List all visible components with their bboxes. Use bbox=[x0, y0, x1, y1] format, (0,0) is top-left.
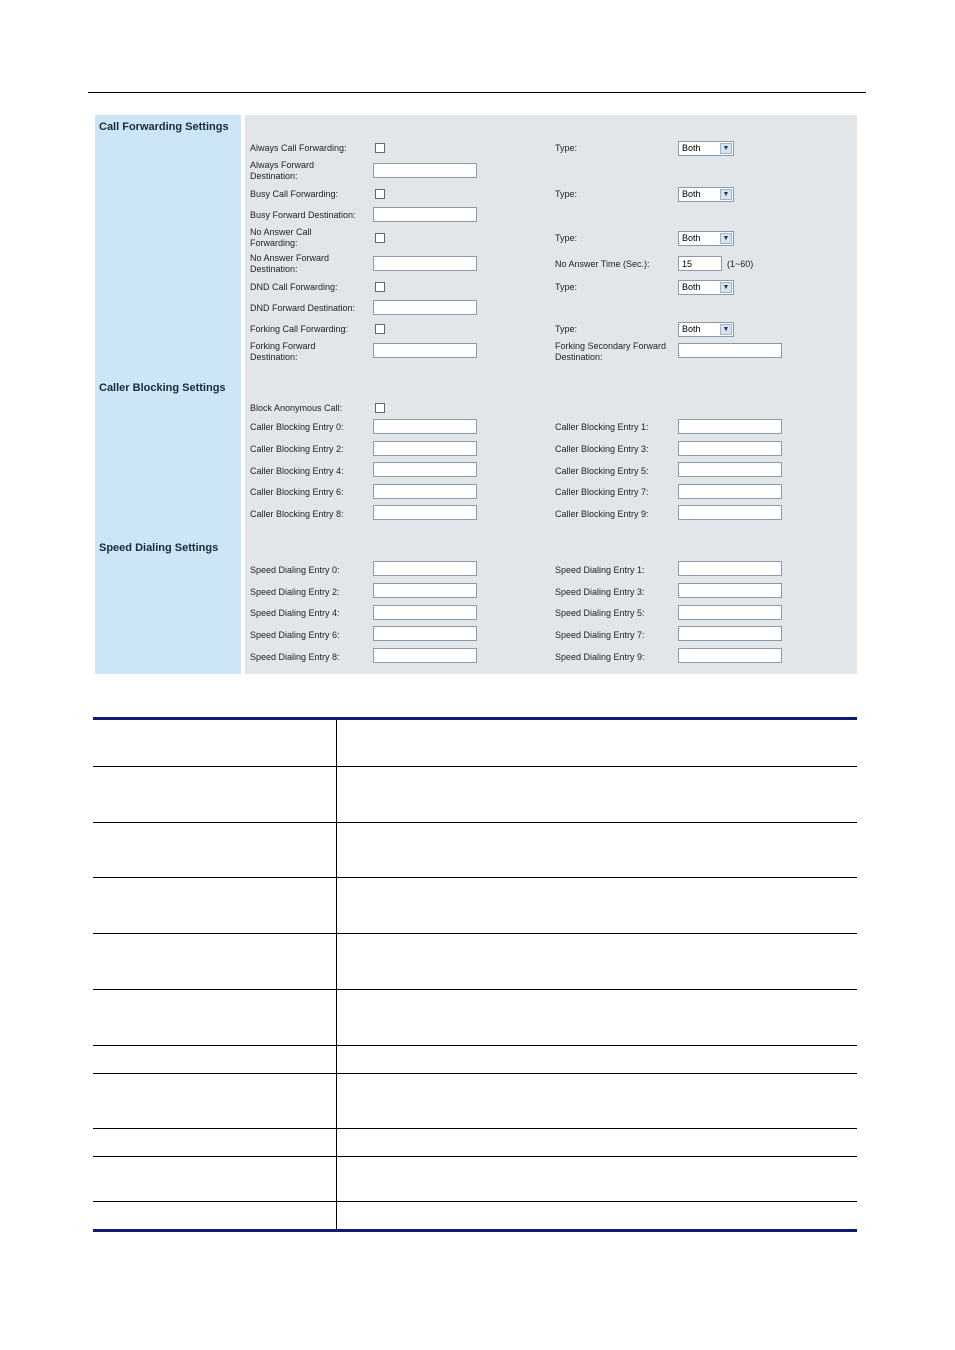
forking-type-value: Both bbox=[682, 324, 701, 334]
speed-dialing-entry-label: Speed Dialing Entry 5: bbox=[555, 608, 645, 618]
no-answer-type-label: Type: bbox=[555, 233, 578, 243]
speed-dialing-entry-label: Speed Dialing Entry 2: bbox=[250, 587, 340, 597]
caller-blocking-section-title: Caller Blocking Settings bbox=[99, 382, 226, 394]
chevron-down-icon: ▼ bbox=[720, 282, 732, 293]
caller-blocking-entry-input[interactable] bbox=[373, 462, 477, 477]
speed-dialing-entry-label: Speed Dialing Entry 6: bbox=[250, 630, 340, 640]
speed-dialing-entry-label: Speed Dialing Entry 1: bbox=[555, 565, 645, 575]
table-row-divider bbox=[93, 1201, 857, 1202]
block-anonymous-call-label: Block Anonymous Call: bbox=[250, 403, 343, 413]
caller-blocking-entry-input[interactable] bbox=[373, 419, 477, 434]
caller-blocking-entry-input[interactable] bbox=[678, 462, 782, 477]
speed-dialing-entry-input[interactable] bbox=[678, 626, 782, 641]
table-bottom-border bbox=[93, 1229, 857, 1232]
caller-blocking-entry-input[interactable] bbox=[678, 484, 782, 499]
chevron-down-icon: ▼ bbox=[720, 324, 732, 335]
table-row-divider bbox=[93, 1073, 857, 1074]
dnd-forward-destination-label: DND Forward Destination: bbox=[250, 303, 356, 313]
forking-secondary-destination-input[interactable] bbox=[678, 343, 782, 358]
caller-blocking-entry-label: Caller Blocking Entry 7: bbox=[555, 487, 649, 497]
call-forwarding-section-title: Call Forwarding Settings bbox=[99, 121, 229, 133]
caller-blocking-entry-label: Caller Blocking Entry 8: bbox=[250, 509, 344, 519]
chevron-down-icon: ▼ bbox=[720, 143, 732, 154]
table-row-divider bbox=[93, 877, 857, 878]
speed-dialing-entry-label: Speed Dialing Entry 9: bbox=[555, 652, 645, 662]
forking-type-select[interactable] bbox=[678, 322, 734, 337]
busy-type-label: Type: bbox=[555, 189, 578, 199]
speed-dialing-entry-input[interactable] bbox=[373, 626, 477, 641]
caller-blocking-entry-input[interactable] bbox=[373, 484, 477, 499]
caller-blocking-entry-input[interactable] bbox=[678, 419, 782, 434]
block-anonymous-call-checkbox[interactable] bbox=[375, 403, 385, 413]
speed-dialing-entry-label: Speed Dialing Entry 8: bbox=[250, 652, 340, 662]
speed-dialing-entry-input[interactable] bbox=[373, 648, 477, 663]
forking-call-forwarding-checkbox[interactable] bbox=[375, 324, 385, 334]
caller-blocking-entry-label: Caller Blocking Entry 9: bbox=[555, 509, 649, 519]
caller-blocking-entry-label: Caller Blocking Entry 1: bbox=[555, 422, 649, 432]
dnd-type-value: Both bbox=[682, 282, 701, 292]
speed-dialing-entry-input[interactable] bbox=[678, 605, 782, 620]
caller-blocking-entry-label: Caller Blocking Entry 3: bbox=[555, 444, 649, 454]
no-answer-forward-destination-label: No Answer Forward Destination: bbox=[250, 253, 330, 274]
caller-blocking-entry-label: Caller Blocking Entry 5: bbox=[555, 466, 649, 476]
dnd-call-forwarding-label: DND Call Forwarding: bbox=[250, 282, 338, 292]
dnd-call-forwarding-checkbox[interactable] bbox=[375, 282, 385, 292]
settings-section-column bbox=[95, 115, 241, 674]
table-column-divider bbox=[336, 720, 337, 1229]
table-top-border bbox=[93, 717, 857, 720]
page-header-rule bbox=[88, 92, 866, 93]
dnd-type-select[interactable] bbox=[678, 280, 734, 295]
no-answer-time-label: No Answer Time (Sec.): bbox=[555, 259, 650, 269]
table-row-divider bbox=[93, 766, 857, 767]
speed-dialing-entry-input[interactable] bbox=[678, 561, 782, 576]
table-row-divider bbox=[93, 1045, 857, 1046]
busy-type-value: Both bbox=[682, 189, 701, 199]
table-row-divider bbox=[93, 933, 857, 934]
always-call-forwarding-checkbox[interactable] bbox=[375, 143, 385, 153]
forking-forward-destination-input[interactable] bbox=[373, 343, 477, 358]
caller-blocking-entry-label: Caller Blocking Entry 0: bbox=[250, 422, 344, 432]
forking-secondary-destination-label: Forking Secondary Forward Destination: bbox=[555, 341, 667, 362]
speed-dialing-entry-input[interactable] bbox=[678, 648, 782, 663]
table-row-divider bbox=[93, 1156, 857, 1157]
speed-dialing-entry-label: Speed Dialing Entry 4: bbox=[250, 608, 340, 618]
no-answer-call-forwarding-checkbox[interactable] bbox=[375, 233, 385, 243]
caller-blocking-entry-input[interactable] bbox=[373, 505, 477, 520]
caller-blocking-entry-label: Caller Blocking Entry 4: bbox=[250, 466, 344, 476]
speed-dialing-entry-input[interactable] bbox=[373, 605, 477, 620]
table-row-divider bbox=[93, 822, 857, 823]
no-answer-call-forwarding-label: No Answer Call Forwarding: bbox=[250, 227, 312, 248]
always-type-label: Type: bbox=[555, 143, 578, 153]
dnd-forward-destination-input[interactable] bbox=[373, 300, 477, 315]
caller-blocking-entry-label: Caller Blocking Entry 6: bbox=[250, 487, 344, 497]
table-row-divider bbox=[93, 1128, 857, 1129]
dnd-type-label: Type: bbox=[555, 282, 578, 292]
always-forward-destination-label: Always Forward Destination: bbox=[250, 160, 315, 181]
busy-call-forwarding-checkbox[interactable] bbox=[375, 189, 385, 199]
forking-call-forwarding-label: Forking Call Forwarding: bbox=[250, 324, 349, 334]
speed-dialing-entry-input[interactable] bbox=[373, 583, 477, 598]
forking-forward-destination-label: Forking Forward Destination: bbox=[250, 341, 316, 362]
no-answer-forward-destination-input[interactable] bbox=[373, 256, 477, 271]
table-row-divider bbox=[93, 989, 857, 990]
no-answer-time-input[interactable] bbox=[678, 256, 722, 271]
speed-dialing-entry-input[interactable] bbox=[373, 561, 477, 576]
no-answer-type-select[interactable] bbox=[678, 231, 734, 246]
caller-blocking-entry-input[interactable] bbox=[373, 441, 477, 456]
caller-blocking-entry-input[interactable] bbox=[678, 505, 782, 520]
no-answer-type-value: Both bbox=[682, 233, 701, 243]
always-forward-destination-input[interactable] bbox=[373, 163, 477, 178]
chevron-down-icon: ▼ bbox=[720, 189, 732, 200]
speed-dialing-entry-label: Speed Dialing Entry 3: bbox=[555, 587, 645, 597]
always-type-value: Both bbox=[682, 143, 701, 153]
forking-type-label: Type: bbox=[555, 324, 578, 334]
no-answer-time-range-hint: (1~60) bbox=[727, 259, 754, 269]
caller-blocking-entry-input[interactable] bbox=[678, 441, 782, 456]
busy-forward-destination-label: Busy Forward Destination: bbox=[250, 210, 356, 220]
speed-dialing-section-title: Speed Dialing Settings bbox=[99, 542, 219, 554]
always-call-forwarding-label: Always Call Forwarding: bbox=[250, 143, 347, 153]
always-type-select[interactable] bbox=[678, 141, 734, 156]
caller-blocking-entry-label: Caller Blocking Entry 2: bbox=[250, 444, 344, 454]
chevron-down-icon: ▼ bbox=[720, 233, 732, 244]
busy-type-select[interactable] bbox=[678, 187, 734, 202]
speed-dialing-entry-label: Speed Dialing Entry 7: bbox=[555, 630, 645, 640]
speed-dialing-entry-input[interactable] bbox=[678, 583, 782, 598]
busy-forward-destination-input[interactable] bbox=[373, 207, 477, 222]
busy-call-forwarding-label: Busy Call Forwarding: bbox=[250, 189, 339, 199]
speed-dialing-entry-label: Speed Dialing Entry 0: bbox=[250, 565, 340, 575]
